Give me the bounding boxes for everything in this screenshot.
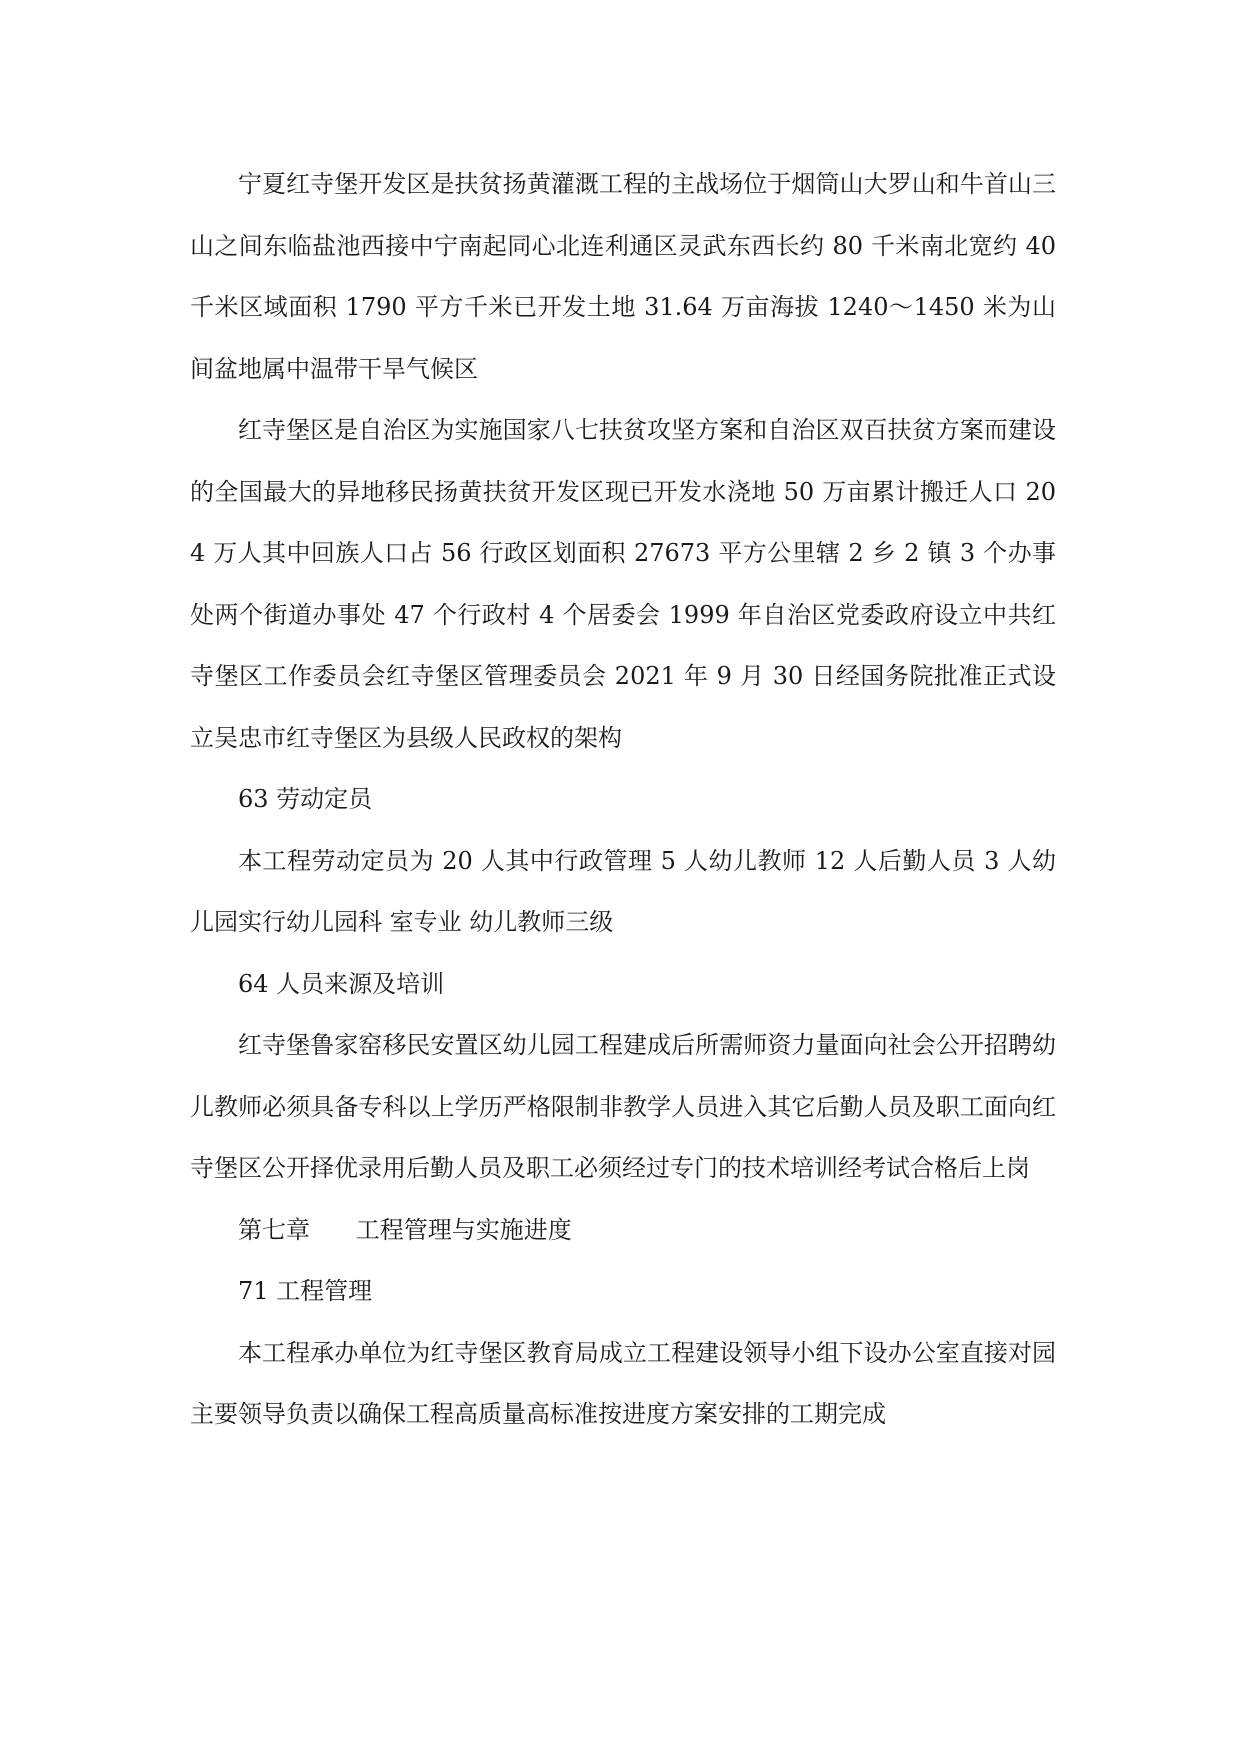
- paragraph-staffing: 本工程劳动定员为 20 人其中行政管理 5 人幼儿教师 12 人后勤人员 3 人幼儿园实行幼儿园科 室专业 幼儿教师三级: [190, 846, 1056, 936]
- paragraph-region-overview: 宁夏红寺堡开发区是扶贫扬黄灌溉工程的主战场位于烟筒山大罗山和牛首山三山之间东临盐池西接中宁南起同心北连利通区灵武东西长约 80 千米南北宽约 40 千米区域面积 1790 平方千米已开发土地 31.64 万亩海拔 1240～1450 米为山间盆地属中温带干旱气候区: [190, 170, 1056, 383]
- paragraph-project-management: 本工程承办单位为红寺堡区教育局成立工程建设领导小组下设办公室直接对园主要领导负责以确保工程高质量高标准按进度方案安排的工期完成: [190, 1338, 1056, 1428]
- paragraph-district-background: 红寺堡区是自治区为实施国家八七扶贫攻坚方案和自治区双百扶贫方案而建设的全国最大的异地移民扬黄扶贫开发区现已开发水浇地 50 万亩累计搬迁人口 204 万人其中回族人口占 56 行政区划面积 27673 平方公里辖 2 乡 2 镇 3 个办事处两个街道办事处 47 个行政村 4 个居委会 1999 年自治区党委政府设立中共红寺堡区工作委员会红寺堡区管理委员会 2021 年 9 月 30 日经国务院批准正式设立吴忠市红寺堡区为县级人民政权的架构: [190, 416, 1056, 752]
- section-heading-personnel-source: 64 人员来源及培训: [238, 969, 445, 998]
- section-heading-staffing: 63 劳动定员: [238, 785, 373, 813]
- chapter-heading-7: 第七章 工程管理与实施进度: [238, 1215, 572, 1244]
- paragraph-personnel-source: 红寺堡鲁家窑移民安置区幼儿园工程建成后所需师资力量面向社会公开招聘幼儿教师必须具备专科以上学历严格限制非教学人员进入其它后勤人员及职工面向红寺堡区公开择优录用后勤人员及职工必须经过专门的技术培训经考试合格后上岗: [190, 1031, 1056, 1182]
- section-heading-project-management: 71 工程管理: [238, 1277, 373, 1305]
- document-body: [190, 154, 1056, 1446]
